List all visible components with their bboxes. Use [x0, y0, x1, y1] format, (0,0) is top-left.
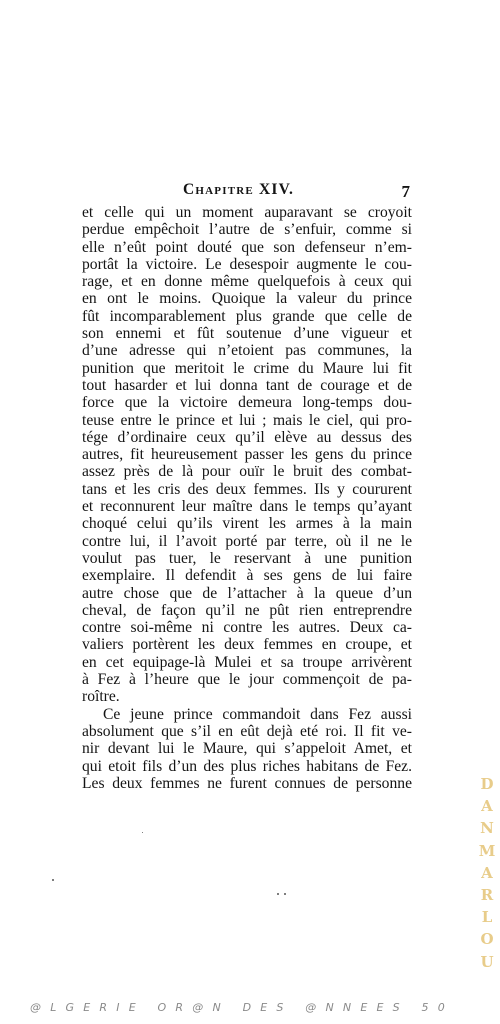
text-line: autre chose que de l’attacher à la queue d’un	[82, 584, 412, 602]
watermark-letter: A	[481, 863, 493, 882]
watermark-letter: A	[481, 797, 493, 816]
text-line: contre soi-même ni contre les autres. Deux ca-	[82, 619, 412, 637]
scan-speck	[142, 832, 143, 833]
text-line: assez près de là pour ouïr le bruit des combat-	[82, 463, 412, 481]
text-line: et reconnurent leur maître dans le temps qu’ayant	[82, 498, 412, 516]
text-line: portât la victoire. Le desespoir augmente le cou-	[82, 255, 412, 273]
text-line: autres, fit heureusement passer les gens du prince	[82, 446, 412, 464]
text-line: exemplaire. Il defendit à ses gens de lui faire	[82, 567, 412, 585]
watermark-letter: N	[480, 819, 494, 838]
text-line: rage, et en donne même quelquefois à ceux qui	[82, 273, 412, 291]
text-line: voulut pas tuer, le reservant à une punition	[82, 549, 412, 567]
text-line: à Fez à l’heure que le jour commençoit de pa-	[82, 671, 412, 689]
watermark-letter: D	[480, 775, 494, 793]
text-line: contre lui, il l’avoit porté par terre, où il ne le	[82, 532, 412, 550]
page-number: 7	[401, 182, 410, 201]
text-line: Ce jeune prince commandoit dans Fez aussi	[103, 705, 412, 723]
text-line: cheval, de façon qu’il ne pût rien entreprendre	[82, 601, 412, 619]
text-line: elle n’eût point douté que son defenseur n’em-	[82, 238, 412, 256]
text-line: choqué celui qu’ils virent les armes à la main	[82, 515, 412, 533]
text-line: nir devant lui le Maure, qui s’appeloit Amet, et	[82, 740, 412, 758]
vertical-watermark	[478, 773, 496, 973]
text-line: Les deux femmes ne furent connues de personne	[82, 774, 412, 792]
text-line: force que la victoire demeura long-temps dou-	[82, 394, 412, 412]
text-line: teuse entre le prince et lui ; mais le ciel, qui pro-	[82, 411, 412, 429]
text-line: fût incomparablement plus grande que celle de	[82, 307, 412, 325]
watermark-letter: O	[480, 930, 494, 949]
chapter-title: Chapitre XIV.	[183, 181, 295, 198]
text-line: qui etoit fils d’un des plus riches habitans de Fez.	[82, 757, 412, 775]
text-line: tans et les cris des deux femmes. Ils y coururent	[82, 480, 412, 498]
watermark-letter: M	[478, 841, 496, 860]
text-line: en ont le moins. Quoique la valeur du prince	[82, 290, 412, 308]
watermark-letter: U	[480, 952, 494, 971]
footer-watermark: @LGERIE OR@N DES @NNEES 50	[30, 1001, 454, 1014]
text-line: roître.	[82, 688, 120, 706]
text-line: d’une adresse qui n’etoient pas communes, la	[82, 342, 412, 360]
scan-speck	[284, 893, 286, 895]
text-line: valiers portèrent les deux femmes en croupe, et	[82, 636, 412, 654]
body-text	[82, 204, 412, 792]
text-line: punition que meritoit le crime du Maure lui fit	[82, 359, 412, 377]
scan-speck	[277, 893, 279, 895]
text-line: et celle qui un moment auparavant se croyoit	[82, 204, 412, 221]
text-line: tout hasarder et lui donna tant de courage et de	[82, 376, 412, 394]
text-line: tége d’ordinaire ceux qu’il elève au dessus des	[82, 428, 412, 446]
text-line: son ennemi et fût soutenue d’une vigueur et	[82, 325, 412, 343]
text-line: en cet equipage-là Mulei et sa troupe arrivèrent	[82, 653, 412, 671]
watermark-letter: L	[481, 908, 493, 927]
page-header	[82, 181, 412, 203]
text-line: absolument que s’il en eût dejà eté roi. Il fit ve-	[82, 722, 412, 740]
watermark-letter: R	[480, 886, 494, 905]
text-line: perdue empêchoit l’autre de s’enfuir, comme si	[82, 221, 412, 239]
scan-speck	[52, 879, 54, 881]
